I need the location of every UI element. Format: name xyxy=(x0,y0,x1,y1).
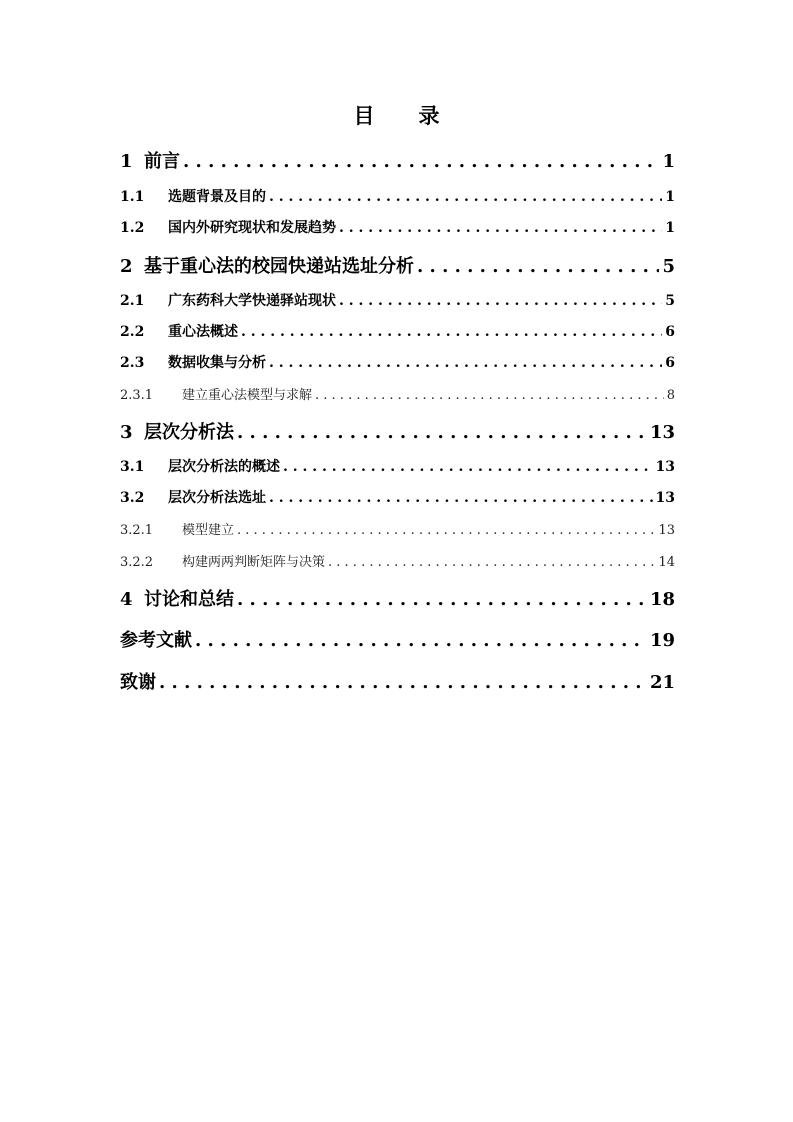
toc-leader-dots xyxy=(269,189,662,205)
toc-entry-label: 讨论和总结 xyxy=(144,589,234,610)
toc-entry-page: 13 xyxy=(658,523,675,538)
toc-leader-dots xyxy=(237,523,655,538)
toc-entry-acknowledgements[interactable] xyxy=(120,668,675,694)
toc-entry-2-3-1[interactable] xyxy=(120,384,675,403)
toc-entry-number: 4 xyxy=(120,589,133,610)
toc-entry-page: 1 xyxy=(665,189,675,205)
toc-entry-label: 参考文献 xyxy=(120,630,192,651)
toc-entry-page: 8 xyxy=(666,388,675,403)
toc-leader-dots xyxy=(339,220,662,236)
toc-entry-1[interactable] xyxy=(120,147,675,173)
toc-entry-number: 3.2 xyxy=(120,490,145,506)
toc-entry-label: 模型建立 xyxy=(182,523,235,538)
toc-entry-page: 6 xyxy=(665,324,675,340)
toc-entry-number: 2.3.1 xyxy=(120,388,154,403)
toc-entry-page: 19 xyxy=(649,630,675,651)
toc-leader-dots xyxy=(237,589,647,610)
toc-entry-2-1[interactable] xyxy=(120,290,675,310)
toc-leader-dots xyxy=(195,630,647,651)
toc-entry-3[interactable] xyxy=(120,418,675,444)
toc-entry-page: 14 xyxy=(658,555,675,570)
toc-entry-label: 致谢 xyxy=(120,672,156,693)
toc-entry-page: 13 xyxy=(655,490,675,506)
toc-entry-label: 数据收集与分析 xyxy=(168,355,266,371)
toc-entry-references[interactable] xyxy=(120,626,675,652)
toc-entry-page: 1 xyxy=(662,151,675,172)
toc-entry-3-2[interactable] xyxy=(120,487,675,507)
toc-entry-number: 1.1 xyxy=(120,189,145,205)
toc-entry-number: 3.2.1 xyxy=(120,523,154,538)
toc-leader-dots xyxy=(183,151,659,172)
toc-entry-page: 1 xyxy=(665,220,675,236)
toc-leader-dots xyxy=(269,490,653,506)
toc-entry-1-1[interactable] xyxy=(120,186,675,206)
toc-entry-3-2-2[interactable] xyxy=(120,551,675,570)
toc-leader-dots xyxy=(315,388,664,403)
toc-leader-dots xyxy=(237,422,647,443)
toc-entry-3-1[interactable] xyxy=(120,456,675,476)
toc-entry-number: 3 xyxy=(120,422,133,443)
toc-entry-1-2[interactable] xyxy=(120,217,675,237)
toc-entry-page: 5 xyxy=(662,256,675,277)
toc-entry-label: 层次分析法选址 xyxy=(168,490,266,506)
toc-entry-page: 13 xyxy=(655,459,675,475)
toc-title-char-2: 录 xyxy=(418,103,440,128)
toc-entry-number: 2.2 xyxy=(120,324,145,340)
toc-title xyxy=(0,100,793,130)
toc-entry-3-2-1[interactable] xyxy=(120,519,675,538)
toc-entry-number: 2.3 xyxy=(120,355,145,371)
toc-entry-number: 2.1 xyxy=(120,293,145,309)
toc-leader-dots xyxy=(283,459,653,475)
toc-entry-label: 国内外研究现状和发展趋势 xyxy=(168,220,336,236)
toc-entry-label: 层次分析法 xyxy=(144,422,234,443)
toc-entry-number: 3.2.2 xyxy=(120,555,154,570)
toc-entry-number: 1 xyxy=(120,151,133,172)
toc-leader-dots xyxy=(269,355,662,371)
toc-leader-dots xyxy=(328,555,655,570)
toc-leader-dots xyxy=(159,672,647,693)
toc-entry-4[interactable] xyxy=(120,585,675,611)
toc-entry-number: 2 xyxy=(120,256,133,277)
toc-leader-dots xyxy=(241,324,662,340)
toc-entry-2-3[interactable] xyxy=(120,352,675,372)
toc-entry-page: 5 xyxy=(665,293,675,309)
toc-entry-label: 基于重心法的校园快递站选址分析 xyxy=(144,256,414,277)
toc-entry-label: 选题背景及目的 xyxy=(168,189,266,205)
toc-entry-label: 建立重心法模型与求解 xyxy=(182,388,313,403)
toc-entry-label: 前言 xyxy=(144,151,180,172)
toc-leader-dots xyxy=(417,256,659,277)
toc-title-char-1: 目 xyxy=(353,103,375,128)
toc-entry-page: 18 xyxy=(649,589,675,610)
toc-entry-label: 层次分析法的概述 xyxy=(168,459,280,475)
toc-entry-page: 21 xyxy=(649,672,675,693)
toc-entry-number: 3.1 xyxy=(120,459,145,475)
toc-entry-2[interactable] xyxy=(120,252,675,278)
toc-entry-label: 构建两两判断矩阵与决策 xyxy=(182,555,326,570)
toc-entry-label: 重心法概述 xyxy=(168,324,238,340)
toc-entry-page: 6 xyxy=(665,355,675,371)
toc-entry-label: 广东药科大学快递驿站现状 xyxy=(168,293,336,309)
toc-entry-number: 1.2 xyxy=(120,220,145,236)
toc-entry-page: 13 xyxy=(649,422,675,443)
toc-leader-dots xyxy=(339,293,662,309)
toc-entry-2-2[interactable] xyxy=(120,321,675,341)
